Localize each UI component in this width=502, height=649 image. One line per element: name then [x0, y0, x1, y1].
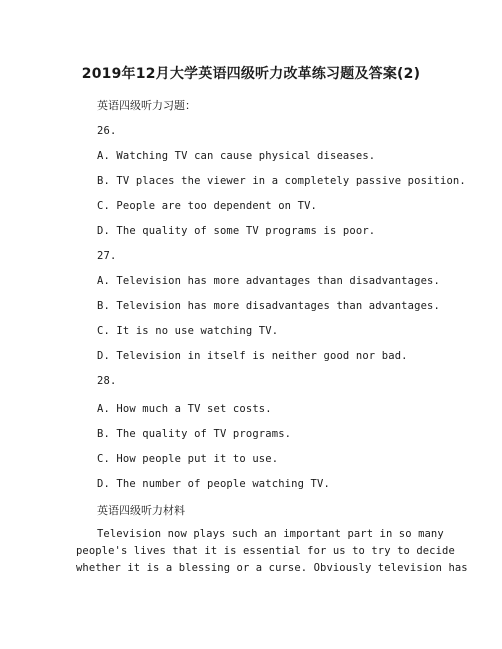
answer-option: D. The number of people watching TV.: [97, 478, 330, 490]
paragraph-line: people's lives that it is essential for us to try to decide: [76, 545, 455, 557]
material-heading: 英语四级听力材料: [97, 504, 185, 517]
answer-option: D. Television in itself is neither good nor bad.: [97, 350, 408, 362]
answer-option: C. It is no use watching TV.: [97, 325, 279, 337]
page-title: 2019年12月大学英语四级听力改革练习题及答案(2): [81, 66, 421, 82]
paragraph-line: whether it is a blessing or a curse. Obviously television has: [76, 562, 468, 574]
answer-option: A. How much a TV set costs.: [97, 403, 272, 415]
answer-option: C. How people put it to use.: [97, 453, 279, 465]
answer-option: D. The quality of some TV programs is poor.: [97, 225, 376, 237]
question-number: 28.: [97, 375, 117, 387]
answer-option: B. Television has more disadvantages than advantages.: [97, 300, 440, 312]
question-number: 27.: [97, 250, 117, 262]
answer-option: C. People are too dependent on TV.: [97, 200, 318, 212]
answer-option: B. TV places the viewer in a completely passive position.: [97, 175, 466, 187]
paragraph-line: Television now plays such an important part in so many: [97, 528, 444, 540]
answer-option: B. The quality of TV programs.: [97, 428, 292, 440]
answer-option: A. Television has more advantages than disadvantages.: [97, 275, 440, 287]
question-number: 26.: [97, 125, 117, 137]
material-paragraph: [76, 526, 468, 577]
exercises-heading: 英语四级听力习题：: [97, 99, 196, 112]
answer-option: A. Watching TV can cause physical diseases.: [97, 150, 376, 162]
